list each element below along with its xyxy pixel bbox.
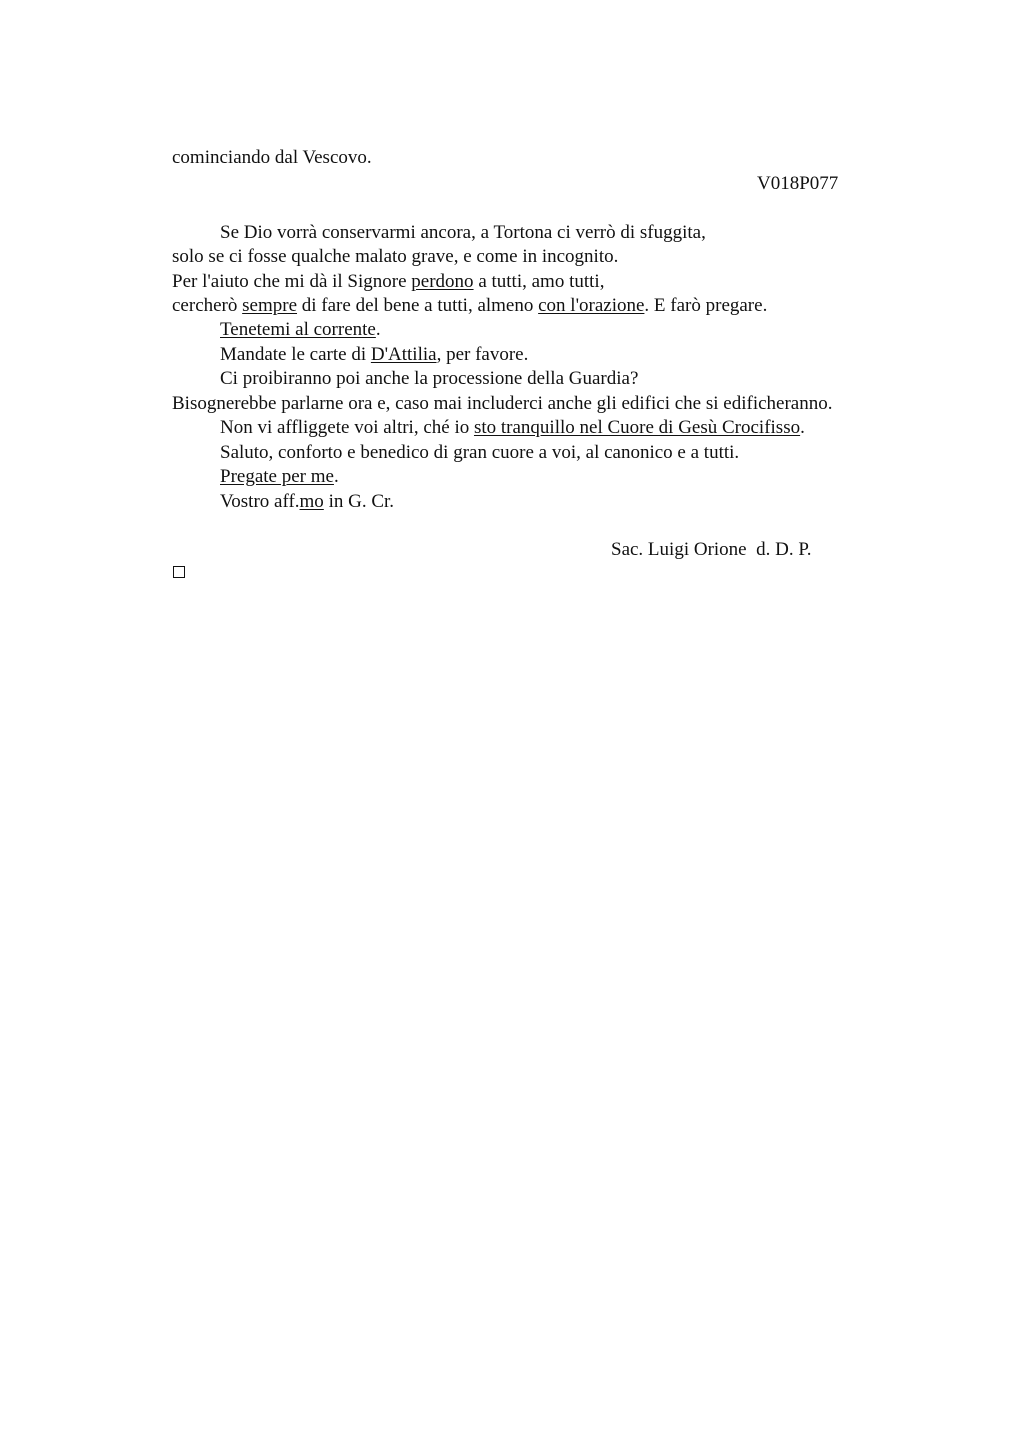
page-code: V018P077 bbox=[757, 173, 839, 194]
letter-line-4 bbox=[172, 295, 767, 317]
underlined-text: D'Attilia bbox=[370, 344, 437, 365]
letter-text: di fare del bene a tutti, almeno bbox=[297, 295, 539, 316]
letter-text: Non vi affliggete voi altri, ché io bbox=[220, 417, 474, 438]
letter-text: , per favore. bbox=[436, 344, 529, 365]
underlined-text: con l'orazione bbox=[538, 295, 645, 316]
letter-text: . bbox=[333, 466, 339, 487]
underlined-text: mo bbox=[299, 491, 324, 512]
underlined-text: sempre bbox=[242, 295, 298, 316]
letter-text: Mandate le carte di bbox=[220, 344, 371, 365]
underlined-text: sto tranquillo nel Cuore di Gesù Crocifisso bbox=[473, 417, 801, 438]
letter-text: . bbox=[375, 319, 381, 340]
letter-line-5 bbox=[220, 319, 381, 341]
letter-line-8: Bisognerebbe parlarne ora e, caso mai includerci anche gli edifici che si edificheranno. bbox=[172, 393, 833, 414]
letter-text: Vostro aff. bbox=[220, 491, 300, 512]
letter-line-2: solo se ci fosse qualche malato grave, e come in incognito. bbox=[172, 246, 619, 267]
underlined-text: perdono bbox=[411, 271, 474, 292]
letter-text: a tutti, amo tutti, bbox=[473, 271, 605, 292]
letter-line-6 bbox=[220, 344, 528, 366]
signature: Sac. Luigi Orione d. D. P. bbox=[611, 539, 812, 560]
letter-text: . E farò pregare. bbox=[644, 295, 768, 316]
letter-line-1: Se Dio vorrà conservarmi ancora, a Tortona ci verrò di sfuggita, bbox=[220, 222, 706, 243]
letter-text: Per l'aiuto che mi dà il Signore bbox=[172, 271, 412, 292]
letter-line-10: Saluto, conforto e benedico di gran cuore a voi, al canonico e a tutti. bbox=[220, 442, 740, 463]
letter-line-7: Ci proibiranno poi anche la processione della Guardia? bbox=[220, 368, 639, 389]
opening-line: cominciando dal Vescovo. bbox=[172, 147, 372, 168]
letter-line-11 bbox=[220, 466, 339, 488]
underlined-text: Pregate per me bbox=[220, 466, 334, 487]
underlined-text: Tenetemi al corrente bbox=[220, 319, 376, 340]
letter-line-3 bbox=[172, 271, 604, 293]
empty-square-icon bbox=[173, 566, 185, 578]
letter-text: cercherò bbox=[172, 295, 243, 316]
letter-line-12 bbox=[220, 491, 394, 513]
letter-text: . bbox=[800, 417, 805, 438]
letter-line-9 bbox=[220, 417, 805, 439]
letter-text: in G. Cr. bbox=[323, 491, 395, 512]
